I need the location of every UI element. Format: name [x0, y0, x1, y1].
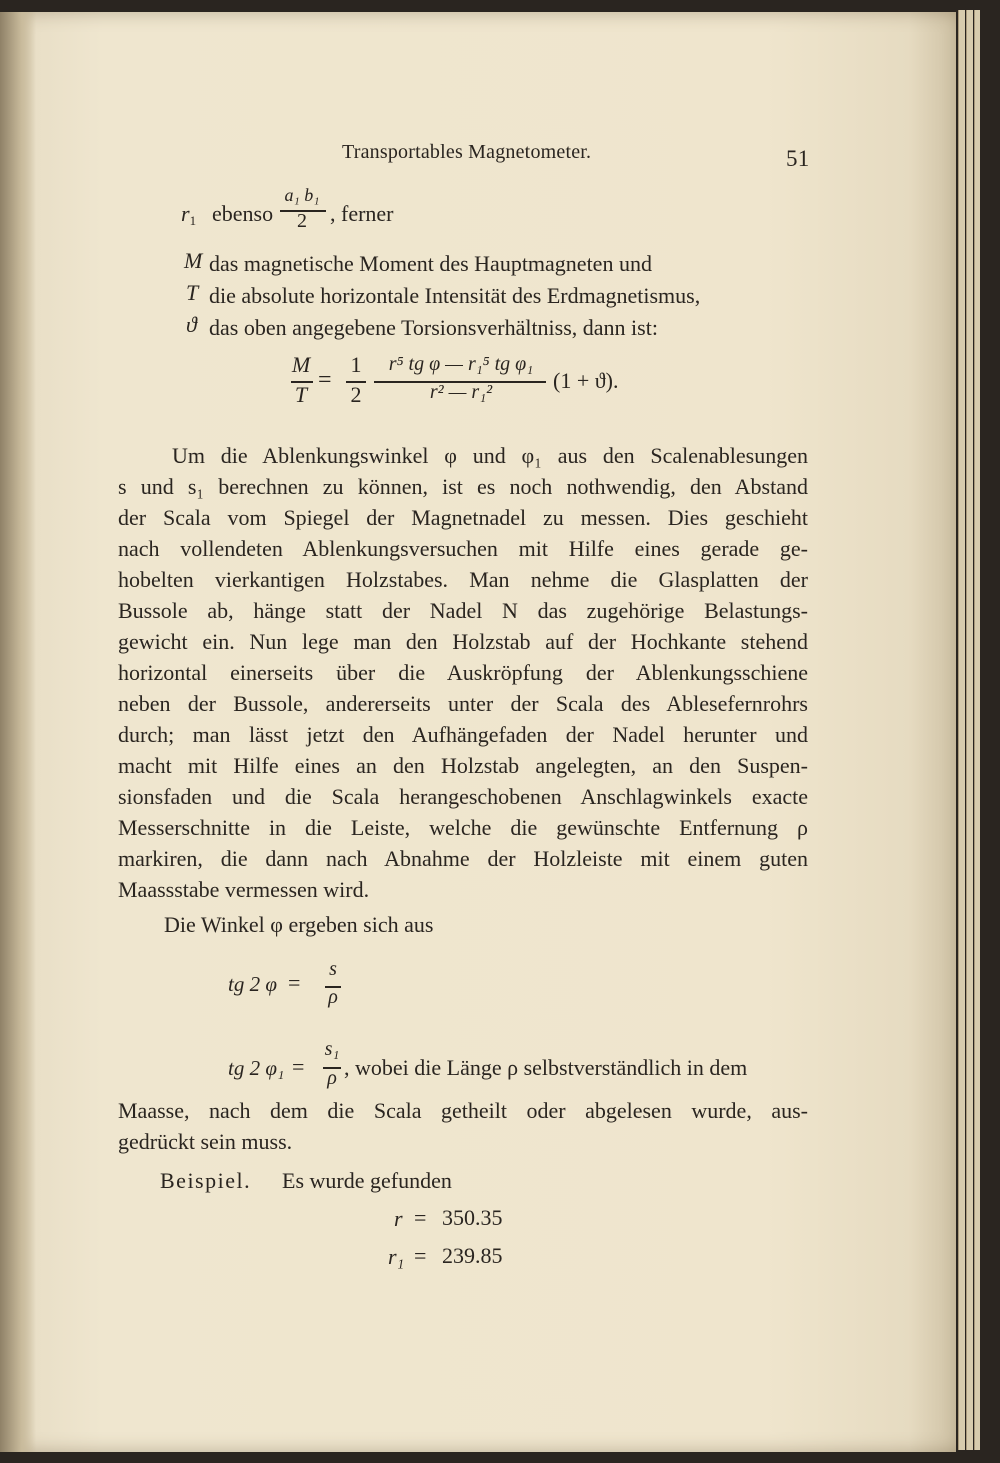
winkel-line: Die Winkel φ ergeben sich aus — [164, 912, 434, 937]
def-theta-symbol: ϑ — [186, 312, 197, 337]
paragraph-line: hobelten vierkantigen Holzstabes. Man nehme die Glasplatten der — [118, 567, 808, 592]
def-r1-frac-den: 2 — [297, 210, 307, 232]
page-edge — [958, 10, 965, 1450]
page-edge — [974, 10, 980, 1450]
formula-lhs-num: M — [291, 352, 311, 377]
paragraph-line: gedrückt sein muss. — [118, 1129, 293, 1154]
value-number: 350.35 — [442, 1205, 503, 1230]
tg1-den: ρ — [328, 986, 338, 1008]
formula-numerator: r⁵ tg φ — r₁⁵ tg φ₁ — [388, 353, 534, 375]
tg2-lhs: tg 2 φ₁ — [228, 1056, 285, 1080]
paragraph-line: der Scala vom Spiegel der Magnetnadel zu messen. Dies geschieht — [118, 505, 808, 530]
value-number: 239.85 — [442, 1243, 503, 1268]
paragraph-line: Bussole ab, hänge statt der Nadel N das zugehörige Belastungs- — [118, 598, 808, 623]
tg2-tail: , wobei die Länge ρ selbstverständlich in dem — [344, 1055, 748, 1080]
beispiel-label: Beispiel. — [160, 1168, 252, 1193]
beispiel-text: Es wurde gefunden — [282, 1168, 452, 1193]
def-m-symbol: M — [184, 248, 203, 273]
formula-equals: = — [318, 367, 332, 393]
def-r1-frac-num: a₁ b₁ — [284, 185, 320, 205]
tg2-equals: = — [292, 1054, 305, 1079]
paragraph-1 — [118, 440, 808, 905]
def-t-symbol: T — [186, 280, 199, 305]
formula-tail: (1 + ϑ). — [553, 368, 619, 393]
tg2-den: ρ — [327, 1067, 337, 1089]
tg1-lhs: tg 2 φ — [228, 972, 277, 996]
def-r1-text: ebenso — [212, 201, 274, 226]
def-t-text: die absolute horizontale Intensität des Erdmagnetismus, — [209, 283, 701, 308]
paragraph-line: Maasse, nach dem die Scala getheilt oder abgelesen wurde, aus- — [118, 1098, 808, 1123]
value-equals: = — [414, 1205, 427, 1230]
paragraph-line: macht mit Hilfe eines an den Holzstab angelegten, an den Suspen- — [118, 753, 808, 778]
paragraph-line: Um die Ablenkungswinkel φ und φ₁ aus den Scalenablesungen — [172, 443, 808, 468]
page-number: 51 — [786, 146, 810, 171]
formula-lhs-den: T — [294, 382, 308, 407]
paragraph-2 — [118, 1095, 808, 1157]
paragraph-line: Maassstabe vermessen wird. — [118, 877, 370, 902]
value-symbol: r — [394, 1206, 403, 1231]
tg2-num: s₁ — [324, 1038, 340, 1060]
paragraph-line: nach vollendeten Ablenkungsversuchen mit Hilfe eines gerade ge- — [118, 536, 808, 561]
def-r1-symbol: $r_1$ — [181, 201, 197, 228]
paragraph-line: durch; man lässt jetzt den Aufhängefaden der Nadel herunter und — [118, 722, 808, 747]
page-edge — [966, 10, 973, 1450]
gutter-shadow — [0, 12, 36, 1452]
paragraph-line: Messerschnitte in die Leiste, welche die gewünschte Entfernung ρ — [118, 815, 808, 840]
formula-half-num: 1 — [350, 352, 362, 377]
paragraph-line: horizontal einerseits über die Auskröpfung der Ablenkungsschiene — [118, 660, 808, 685]
def-theta-text: das oben angegebene Torsionsverhältniss, dann ist: — [209, 315, 658, 340]
def-r1-ferner: , ferner — [330, 201, 394, 226]
value-symbol: r₁ — [388, 1244, 405, 1269]
value-equals: = — [414, 1243, 427, 1268]
running-title: Transportables Magnetometer. — [342, 141, 592, 163]
tg1-num: s — [329, 958, 337, 980]
formula-denominator: r² — r₁² — [429, 381, 493, 403]
formula-half-den: 2 — [350, 382, 362, 407]
def-m-text: das magnetische Moment des Hauptmagneten und — [209, 251, 652, 276]
paragraph-line: neben der Bussole, andererseits unter der Scala des Ablesefernrohrs — [118, 691, 808, 716]
tg1-equals: = — [288, 970, 301, 995]
paragraph-line: sionsfaden und die Scala herangeschobenen Anschlagwinkels exacte — [118, 784, 808, 809]
paragraph-line: gewicht ein. Nun lege man den Holzstab auf der Hochkante stehend — [118, 629, 808, 654]
paragraph-line: s und s₁ berechnen zu können, ist es noch nothwendig, den Abstand — [118, 474, 808, 499]
paragraph-line: markiren, die dann nach Abnahme der Holzleiste mit einem guten — [118, 846, 808, 871]
